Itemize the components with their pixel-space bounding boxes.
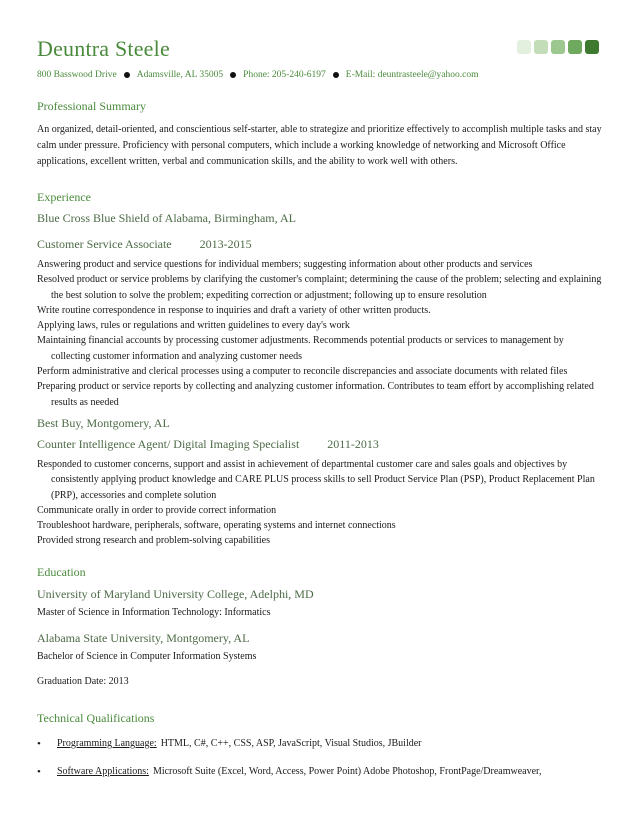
address-street: 800 Basswood Drive [37, 70, 117, 80]
contact-line [37, 70, 479, 80]
job-1-title-line [37, 237, 252, 252]
bullet-icon: • [37, 766, 41, 778]
summary-heading: Professional Summary [37, 99, 146, 113]
square-2 [534, 40, 548, 54]
square-1 [517, 40, 531, 54]
tech-label: Software Applications: [57, 766, 149, 777]
job-2-title-line [37, 437, 379, 452]
duty-item: Answering product and service questions for individual members; suggesting information about other products and services [37, 259, 533, 270]
duty-item: Write routine correspondence in response to inquiries and draft a variety of other written products. [37, 304, 431, 316]
graduation-date: Graduation Date: 2013 [37, 676, 129, 687]
school-1: University of Maryland University College, Adelphi, MD [37, 587, 314, 601]
job-1-dates: 2013-2015 [199, 237, 252, 251]
job-2-duties [37, 457, 603, 549]
duty-item: Responded to customer concerns, support and assist in achievement of departmental customer care and sales goals and objectives by consistently applying product knowledge and CARE PLUS process skills to sell Product Service Plan (PSP), Product Replacement Plan (PRP), accessories and complete solution [37, 459, 595, 501]
email: E-Mail: deuntrasteele@yahoo.com [345, 70, 479, 80]
experience-heading: Experience [37, 190, 91, 204]
summary-text: An organized, detail-oriented, and conscientious self-starter, able to strategize and prioritize effectively to accomplish multiple tasks and stay calm under pressure. Proficiency with personal computers, which include a working knowledge of networking and Microsoft Office applications, excellent written, verbal and communication skills, and the ability to work well with others. [37, 124, 602, 167]
separator-dot-icon [333, 72, 339, 78]
duty-item: Communicate orally in order to provide correct information [37, 504, 277, 516]
square-4 [568, 40, 582, 54]
address-city: Adamsville, AL 35005 [136, 70, 224, 80]
education-heading: Education [37, 565, 86, 579]
duty-item: Preparing product or service reports by collecting and analyzing customer information. Contributes to team effort by accomplishing related results as needed [37, 381, 594, 408]
phone: Phone: 205-240-6197 [243, 70, 326, 80]
job-1-duties [37, 257, 603, 410]
duty-item: Resolved product or service problems by clarifying the customer's complaint; determining the cause of the problem; selecting and explaining the best solution to solve the problem; expediting correction or adjustment; following up to ensure resolution [37, 274, 602, 301]
duty-item: Perform administrative and clerical processes using a computer to reconcile discrepancies and associate documents with related files [37, 366, 568, 378]
school-2: Alabama State University, Montgomery, AL [37, 631, 250, 645]
decorative-squares [517, 40, 599, 54]
candidate-name: Deuntra Steele [37, 36, 170, 61]
degree-1: Master of Science in Information Technology: Informatics [37, 607, 271, 618]
tech-value: Microsoft Suite (Excel, Word, Access, Power Point) Adobe Photoshop, FrontPage/Dreamweaver, [152, 766, 542, 777]
duty-item: Troubleshoot hardware, peripherals, software, operating systems and internet connections [37, 520, 396, 532]
technical-heading: Technical Qualifications [37, 711, 155, 725]
separator-dot-icon [230, 72, 236, 78]
tech-value: HTML, C#, C++, CSS, ASP, JavaScript, Visual Studios, JBuilder [160, 738, 422, 749]
job-1-title: Customer Service Associate [37, 237, 172, 251]
tech-label: Programming Language: [57, 738, 157, 749]
square-3 [551, 40, 565, 54]
tech-item [37, 738, 422, 750]
employer-2: Best Buy, Montgomery, AL [37, 416, 170, 430]
bullet-icon: • [37, 738, 41, 750]
employer-1: Blue Cross Blue Shield of Alabama, Birmingham, AL [37, 211, 296, 225]
duty-item: Applying laws, rules or regulations and written guidelines to every day's work [37, 320, 350, 332]
square-5 [585, 40, 599, 54]
separator-dot-icon [124, 72, 130, 78]
tech-item [37, 766, 541, 778]
job-2-title: Counter Intelligence Agent/ Digital Imaging Specialist [37, 437, 300, 451]
duty-item: Maintaining financial accounts by processing customer adjustments. Recommends potential products or services to management by collecting customer information and analyzing customer needs [37, 335, 564, 362]
degree-2: Bachelor of Science in Computer Information Systems [37, 651, 257, 662]
duty-item: Provided strong research and problem-solving capabilities [37, 535, 270, 547]
job-2-dates: 2011-2013 [327, 437, 379, 451]
